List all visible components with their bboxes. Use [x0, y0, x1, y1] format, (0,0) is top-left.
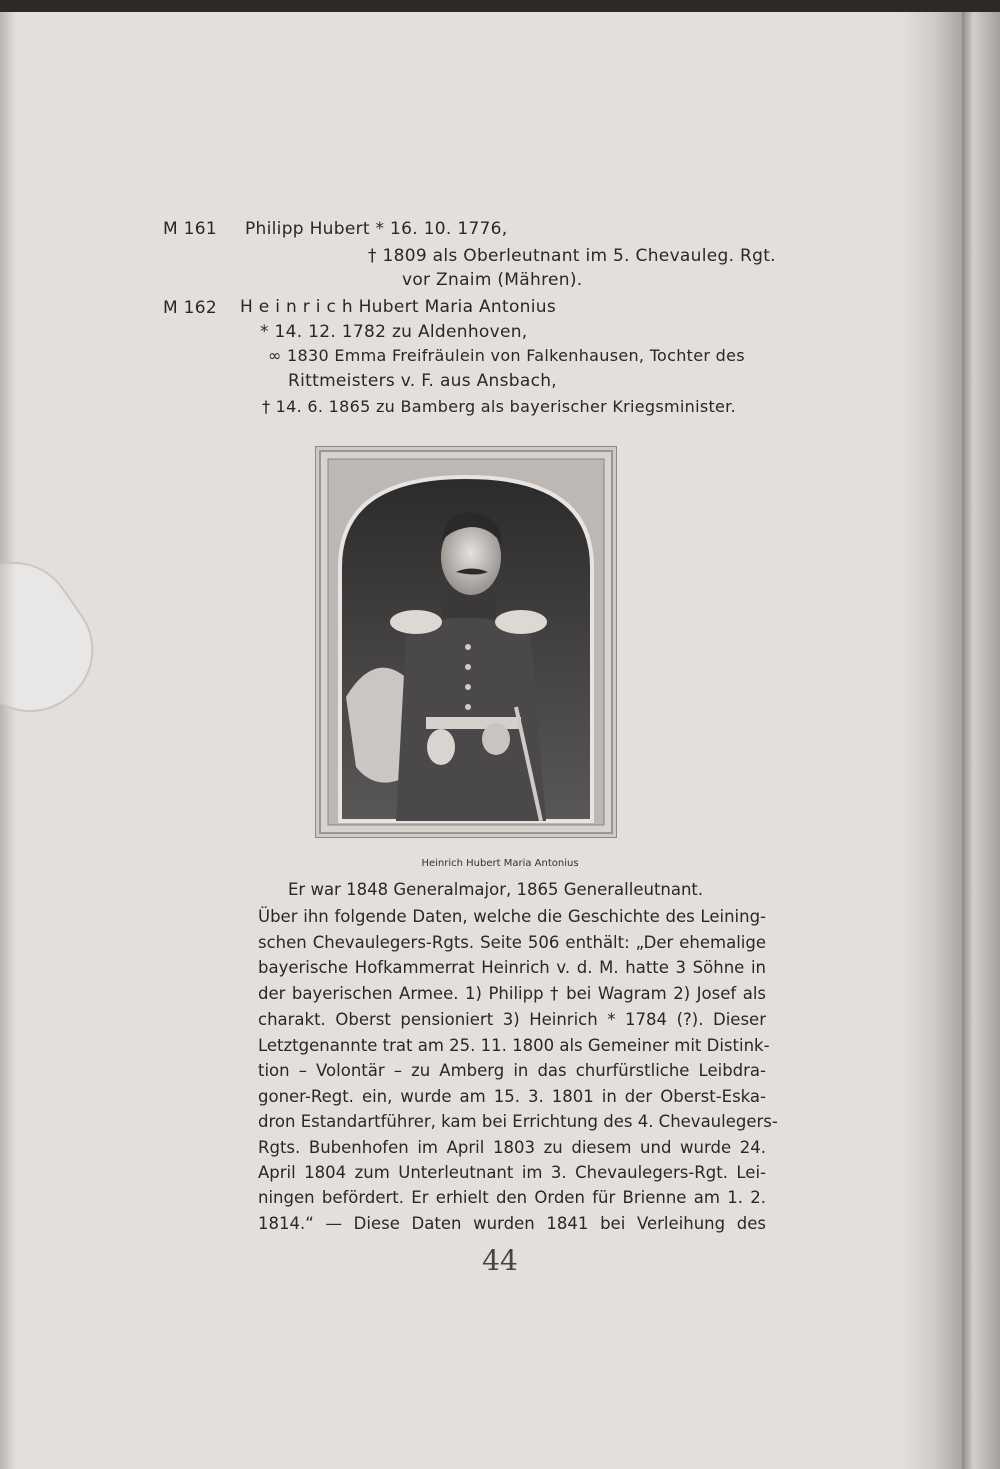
body-line-11: Rgts. Bubenhofen im April 1803 zu diesem und wurde 24. [258, 1138, 766, 1157]
entry-m162-line-5: † 14. 6. 1865 zu Bamberg als bayerischer Kriegsminister. [262, 397, 736, 416]
entry-code-m162: M 162 [163, 298, 218, 318]
entry-m161-line-3: vor Znaim (Mähren). [402, 270, 583, 290]
entry-code-m161: M 161 [163, 219, 218, 239]
entry-m162-line-2: * 14. 12. 1782 zu Aldenhoven, [260, 322, 528, 342]
body-line-9: goner-Regt. ein, wurde am 15. 3. 1801 in der Oberst-Eska- [258, 1087, 766, 1106]
body-line-12: April 1804 zum Unterleutnant im 3. Chevaulegers-Rgt. Lei- [258, 1163, 766, 1182]
entry-m161-line-1: Philipp Hubert * 16. 10. 1776, [245, 219, 508, 239]
svg-text:·: · [576, 805, 583, 807]
entry-m162-line-3: ∞ 1830 Emma Freifräulein von Falkenhausen, Tochter des [268, 346, 745, 365]
body-line-7: Letztgenannte trat am 25. 11. 1800 als Gemeiner mit Distink- [258, 1036, 770, 1055]
body-line-1: Er war 1848 Generalmajor, 1865 Generalleutnant. [288, 880, 704, 899]
portrait-caption: Heinrich Hubert Maria Antonius [421, 858, 579, 869]
body-line-8: tion – Volontär – zu Amberg in das churfürstliche Leibdra- [258, 1061, 766, 1080]
entry-m162-line-1: H e i n r i c h Hubert Maria Antonius [240, 297, 556, 317]
body-line-6: charakt. Oberst pensioniert 3) Heinrich * 1784 (?). Dieser [258, 1010, 766, 1029]
body-line-5: der bayerischen Armee. 1) Philipp † bei Wagram 2) Josef als [258, 984, 766, 1003]
page-number: 44 [482, 1244, 518, 1277]
entry-m162-line-4: Rittmeisters v. F. aus Ansbach, [288, 371, 557, 391]
entry-m161-line-2: † 1809 als Oberleutnant im 5. Chevauleg. Rgt. [368, 246, 776, 266]
body-line-14: 1814.“ — Diese Daten wurden 1841 bei Verleihung des [258, 1214, 766, 1233]
body-line-3: schen Chevaulegers-Rgts. Seite 506 enthält: „Der ehemalige [258, 933, 766, 952]
body-line-2: Über ihn folgende Daten, welche die Geschichte des Leining- [258, 907, 766, 926]
portrait-illustration [316, 447, 616, 837]
body-line-13: ningen befördert. Er erhielt den Orden für Brienne am 1. 2. [258, 1188, 766, 1207]
body-line-4: bayerische Hofkammerrat Heinrich v. d. M. hatte 3 Söhne in [258, 958, 766, 977]
portrait-photo [315, 446, 617, 838]
body-line-10: dron Estandartführer, kam bei Errichtung des 4. Chevaulegers- [258, 1112, 778, 1131]
